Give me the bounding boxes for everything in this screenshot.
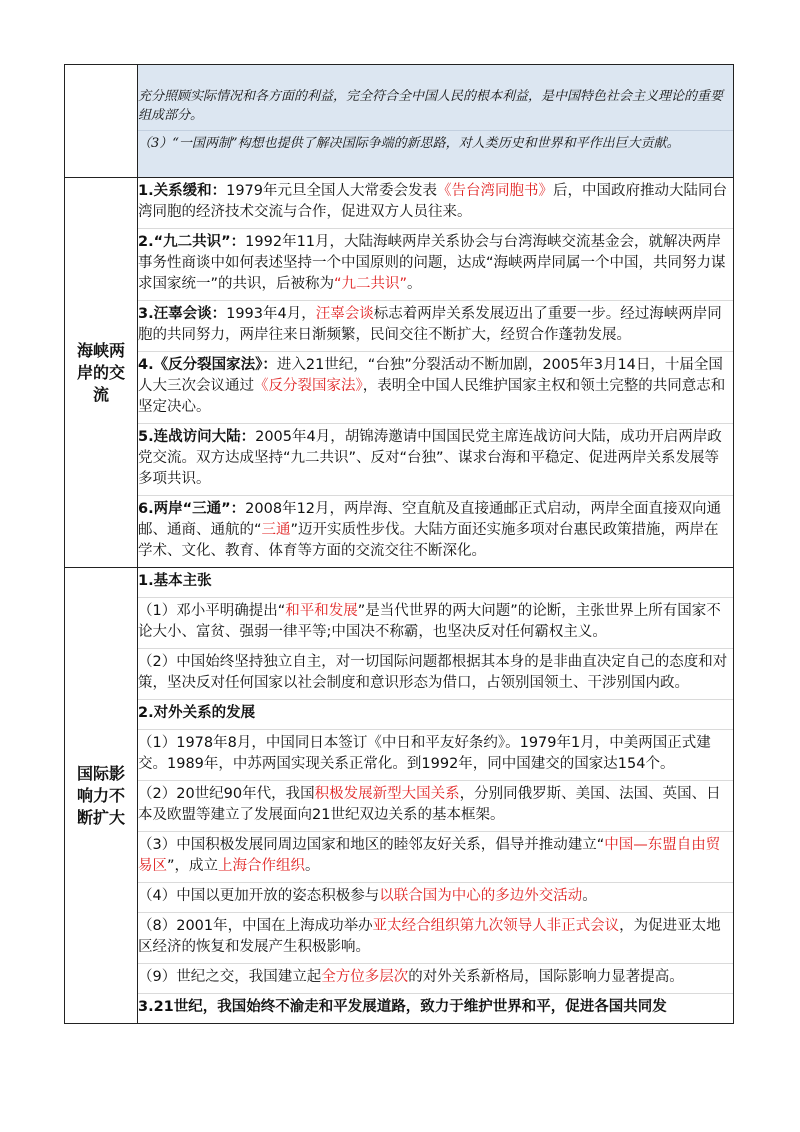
paragraph: （3）中国积极发展同周边国家和地区的睦邻友好关系，倡导并推动建立“中国—东盟自由贸易区”，成立上海合作组织。 — [138, 832, 733, 883]
paragraph: （9）世纪之交，我国建立起全方位多层次的对外关系新格局，国际影响力显著提高。 — [138, 964, 733, 994]
paragraph: （8）2001年，中国在上海成功举办亚太经合组织第九次领导人非正式会议，为促进亚太地区经济的恢复和发展产生积极影响。 — [138, 913, 733, 964]
table-row — [65, 568, 734, 1024]
paragraph: （2）20世纪90年代，我国积极发展新型大国关系，分别同俄罗斯、美国、法国、英国、日本及欧盟等建立了发展面向21世纪双边关系的基本框架。 — [138, 781, 733, 832]
row-label — [65, 568, 138, 1024]
paragraph: （2）中国始终坚持独立自主，对一切国际问题都根据其本身的是非曲直决定自己的态度和对策，坚决反对任何国家以社会制度和意识形态为借口，占领别国领土、干涉别国内政。 — [138, 649, 733, 700]
paragraph: （3）“一国两制”构想也提供了解决国际争端的新思路，对人类历史和世界和平作出巨大贡献。 — [138, 136, 680, 151]
section-title: 2.对外关系的发展 — [138, 700, 733, 730]
list-item: 6.两岸“三通”：2008年12月，两岸海、空直航及直接通邮正式启动，两岸全面直接双向通邮、通商、通航的“三通”迈开实质性步伐。大陆方面还实施多项对台惠民政策措施，两岸在学术、文化、教育、体育等方面的交流交往不断深化。 — [138, 501, 722, 559]
list-item: 1.关系缓和：1979年元旦全国人大常委会发表《告台湾同胞书》后，中国政府推动大陆同台湾同胞的经济技术交流与合作，促进双方人员往来。 — [138, 178, 733, 229]
row-content — [138, 568, 734, 1024]
table-row — [65, 178, 734, 568]
paragraph: （1）邓小平明确提出“和平和发展”是当代世界的两大问题”的论断，主张世界上所有国家不论大小、富贫、强弱一律平等;中国决不称霸，也坚决反对任何霸权主义。 — [138, 598, 733, 649]
section-title: 3.21世纪，我国始终不渝走和平发展道路，致力于维护世界和平，促进各国共同发 — [138, 999, 667, 1015]
paragraph: 充分照顾实际情况和各方面的利益，完全符合全中国人民的根本利益，是中国特色社会主义理论的重要组成部分。 — [138, 84, 733, 131]
list-item: 2.“九二共识”：1992年11月，大陆海峡两岸关系协会与台湾海峡交流基金会，就解决两岸事务性商谈中如何表述坚持一个中国原则的问题，达成“海峡两岸同属一个中国，共同努力谋求国家统一”的共识，后被称为“九二共识”。 — [138, 229, 733, 301]
list-item: 4.《反分裂国家法》：进入21世纪，“台独”分裂活动不断加剧，2005年3月14日，十届全国人大三次会议通过《反分裂国家法》，表明全中国人民维护国家主权和领土完整的共同意志和坚定决心。 — [138, 352, 733, 424]
row-content — [138, 178, 734, 568]
row-label — [65, 178, 138, 568]
row-label-empty — [65, 65, 138, 178]
row-label-text: 国际影响力不断扩大 — [76, 763, 125, 827]
paragraph: （4）中国以更加开放的姿态积极参与以联合国为中心的多边外交活动。 — [138, 883, 733, 913]
list-item: 3.汪辜会谈：1993年4月，汪辜会谈标志着两岸关系发展迈出了重要一步。经过海峡两岸同胞的共同努力，两岸往来日渐频繁，民间交往不断扩大，经贸合作蓬勃发展。 — [138, 301, 733, 352]
table-row — [65, 65, 734, 178]
section-title: 1.基本主张 — [138, 568, 733, 598]
list-item: 5.连战访问大陆：2005年4月，胡锦涛邀请中国国民党主席连战访问大陆，成功开启两岸政党交流。双方达成坚持“九二共识”、反对“台独”、谋求台海和平稳定、促进两岸关系发展等多项共识。 — [138, 424, 733, 496]
document-page — [64, 64, 734, 1024]
row-label-text: 海峡两岸的交流 — [76, 340, 125, 404]
paragraph: （1）1978年8月，中国同日本签订《中日和平友好条约》。1979年1月，中美两国正式建交。1989年，中苏两国实现关系正常化。到1992年，同中国建交的国家达154个。 — [138, 730, 733, 781]
summary-table — [64, 64, 734, 1024]
row-content — [138, 65, 734, 178]
